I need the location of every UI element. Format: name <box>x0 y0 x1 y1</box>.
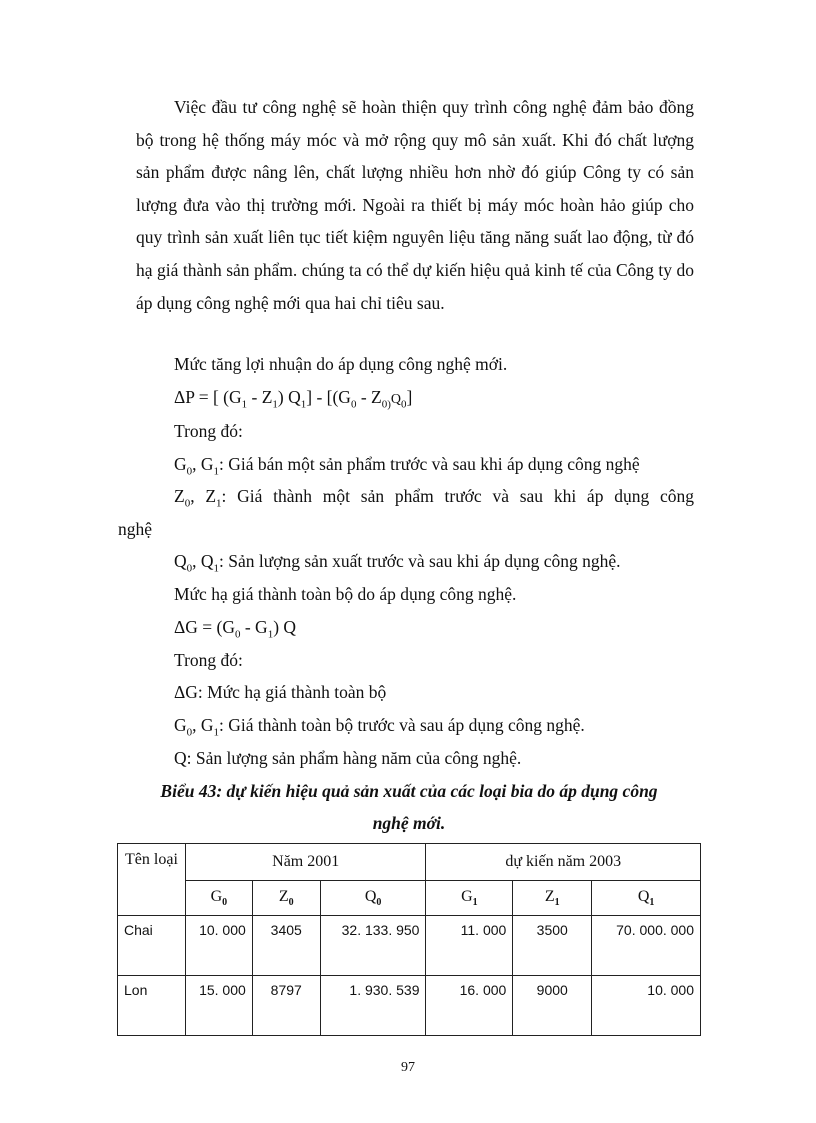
definition-z: $Z_0$, $Z_1$: Giá thành một sản phẩm trước và sau khi áp dụng công <box>174 486 694 510</box>
col-header-name: Tên loại <box>118 844 186 916</box>
definition-delta-g: ΔG: Mức hạ giá thành toàn bộ <box>174 682 387 702</box>
cost-heading: Mức hạ giá thành toàn bộ do áp dụng công nghệ. <box>174 584 517 604</box>
page-number: 97 <box>401 1060 415 1075</box>
cell-name: Lon <box>118 976 186 1036</box>
col-header-g0: $G_0$ <box>185 881 252 916</box>
table-subheader-row <box>118 881 701 916</box>
col-group-2001: Năm 2001 <box>185 844 426 881</box>
col-header-z0: $Z_0$ <box>252 881 320 916</box>
cell-g0: 15. 000 <box>185 976 252 1036</box>
table-caption <box>118 775 700 839</box>
col-header-q1: $Q_1$ <box>592 881 701 916</box>
cell-q1: 10. 000 <box>592 976 701 1036</box>
cell-g1: 11. 000 <box>426 916 513 976</box>
cell-z0: 3405 <box>252 916 320 976</box>
definition-z-continued: nghệ <box>118 519 153 539</box>
forecast-table <box>117 843 701 1036</box>
profit-heading: Mức tăng lợi nhuận do áp dụng công nghệ mới. <box>174 354 508 374</box>
table-row <box>118 976 701 1036</box>
col-header-z1: $Z_1$ <box>513 881 592 916</box>
col-header-q0: $Q_0$ <box>320 881 426 916</box>
cell-z1: 3500 <box>513 916 592 976</box>
col-group-2003: dự kiến năm 2003 <box>426 844 701 881</box>
cost-formula: $\Delta G = (G_0 - G_1)$ Q <box>174 617 297 641</box>
definition-g-cost: $G_0$, $G_1$: Giá thành toàn bộ trước và sau áp dụng công nghệ. <box>174 715 585 739</box>
cell-name: Chai <box>118 916 186 976</box>
caption-line-1: Biểu 43: dự kiến hiệu quả sản xuất của các loại bia do áp dụng công <box>160 781 658 801</box>
cell-z1: 9000 <box>513 976 592 1036</box>
where-label-2: Trong đó: <box>174 650 243 670</box>
table-header-row <box>118 844 701 881</box>
cell-q1: 70. 000. 000 <box>592 916 701 976</box>
table-row <box>118 916 701 976</box>
intro-paragraph: Việc đầu tư công nghệ sẽ hoàn thiện quy trình công nghệ đảm bảo đồng bộ trong hệ thống máy móc và mở rộng quy mô sản xuất. Khi đó chất lượng sản phẩm được nâng lên, chất lượng nhiều hơn nhờ đó giúp Công ty có sản lượng đưa vào thị trường mới. Ngoài ra thiết bị máy móc hoàn hảo giúp cho quy trình sản xuất liên tục tiết kiệm nguyên liệu tăng năng suất lao động, từ đó hạ giá thành sản phẩm. chúng ta có thể dự kiến hiệu quả kinh tế của Công ty do áp dụng công nghệ mới qua hai chỉ tiêu sau. <box>136 97 694 313</box>
definition-q-annual: Q: Sản lượng sản phẩm hàng năm của công nghệ. <box>174 748 522 768</box>
cell-g1: 16. 000 <box>426 976 513 1036</box>
profit-formula: ΔP = [ $(G_1 - Z_1)$ $Q_1] - [(G_0 - Z_{0)}Q_0]$ <box>174 387 413 411</box>
cell-z0: 8797 <box>252 976 320 1036</box>
cell-q0: 32. 133. 950 <box>320 916 426 976</box>
definition-g: $G_0$, $G_1$: Giá bán một sản phẩm trước và sau khi áp dụng công nghệ <box>174 454 640 478</box>
cell-g0: 10. 000 <box>185 916 252 976</box>
col-header-g1: $G_1$ <box>426 881 513 916</box>
cell-q0: 1. 930. 539 <box>320 976 426 1036</box>
where-label-1: Trong đó: <box>174 421 243 441</box>
definition-q: $Q_0$, $Q_1$: Sản lượng sản xuất trước và sau khi áp dụng công nghệ. <box>174 551 621 575</box>
caption-line-2: nghệ mới. <box>372 813 446 833</box>
